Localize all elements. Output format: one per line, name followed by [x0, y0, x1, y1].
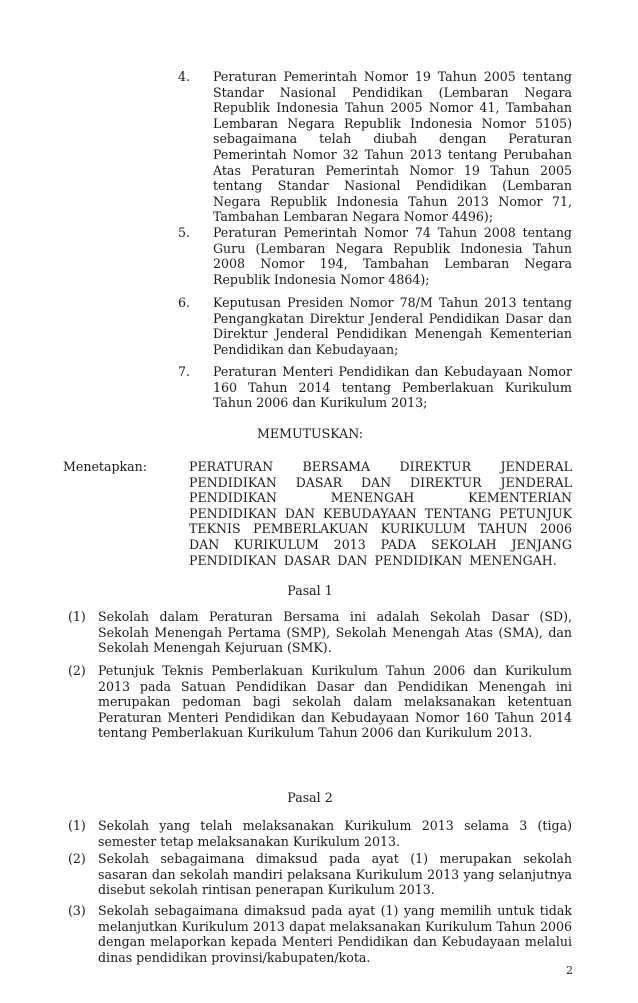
pasal-1-item-number: (2): [68, 663, 86, 678]
pasal-1-item-text: Petunjuk Teknis Pemberlakuan Kurikulum Tahun 2006 dan Kurikulum 2013 pada Satuan Pendidikan Dasar dan Pendidikan Menengah ini merupakan pedoman bagi sekolah dalam melaksanakan ketentuan Peraturan Menteri Pendidikan dan Kebudayaan Nomor 160 Tahun 2014 tentang Pemberlakuan Kurikulum Tahun 2006 dan Kurikulum 2013.: [98, 663, 572, 741]
pasal-2-item-number: (1): [68, 818, 86, 833]
pasal-1-item-text: Sekolah dalam Peraturan Bersama ini adalah Sekolah Dasar (SD), Sekolah Menengah Pertama (SMP), Sekolah Menengah Atas (SMA), dan Sekolah Menengah Kejuruan (SMK).: [98, 609, 572, 656]
pasal-2-item-number: (3): [68, 903, 86, 918]
consideration-number: 4.: [177, 69, 190, 84]
consideration-number: 6.: [177, 295, 190, 310]
pasal-2-title: Pasal 2: [287, 790, 333, 805]
pasal-2-item-number: (2): [68, 851, 86, 866]
pasal-2-item-text: Sekolah sebagaimana dimaksud pada ayat (1) yang memilih untuk tidak melanjutkan Kurikulum 2013 dapat melaksanakan Kurikulum Tahun 2006 dengan melaporkan kepada Menteri Pendidikan dan Kebudayaan melalui dinas pendidikan provinsi/kabupaten/kota.: [98, 903, 572, 965]
consideration-text: Peraturan Menteri Pendidikan dan Kebudayaan Nomor 160 Tahun 2014 tentang Pemberlakuan Kurikulum Tahun 2006 dan Kurikulum 2013;: [213, 364, 572, 411]
pasal-1-title: Pasal 1: [287, 583, 333, 598]
menetapkan-label: Menetapkan:: [63, 459, 148, 474]
pasal-2-item-text: Sekolah sebagaimana dimaksud pada ayat (1) merupakan sekolah sasaran dan sekolah mandiri pelaksana Kurikulum 2013 yang selanjutnya disebut sekolah rintisan penerapan Kurikulum 2013.: [98, 851, 572, 898]
consideration-number: 7.: [177, 364, 190, 379]
consideration-number: 5.: [177, 225, 190, 240]
decision-heading: MEMUTUSKAN:: [256, 426, 364, 441]
pasal-2-item-text: Sekolah yang telah melaksanakan Kurikulum 2013 selama 3 (tiga) semester tetap melaksanakan Kurikulum 2013.: [98, 818, 572, 849]
menetapkan-text: PERATURAN BERSAMA DIREKTUR JENDERAL PENDIDIKAN DASAR DAN DIREKTUR JENDERAL PENDIDIKAN MENENGAH KEMENTERIAN PENDIDIKAN DAN KEBUDAYAAN TENTANG PETUNJUK TEKNIS PEMBERLAKUAN KURIKULUM TAHUN 2006 DAN KURIKULUM 2013 PADA SEKOLAH JENJANG PENDIDIKAN DASAR DAN PENDIDIKAN MENENGAH.: [189, 459, 572, 568]
consideration-text: Peraturan Pemerintah Nomor 74 Tahun 2008 tentang Guru (Lembaran Negara Republik Indonesia Tahun 2008 Nomor 194, Tambahan Lembaran Negara Republik Indonesia Nomor 4864);: [213, 225, 572, 287]
consideration-text: Keputusan Presiden Nomor 78/M Tahun 2013 tentang Pengangkatan Direktur Jenderal Pendidikan Dasar dan Direktur Jenderal Pendidikan Menengah Kementerian Pendidikan dan Kebudayaan;: [213, 295, 572, 357]
pasal-1-item-number: (1): [68, 609, 86, 624]
page-number: 2: [566, 964, 573, 977]
consideration-text: Peraturan Pemerintah Nomor 19 Tahun 2005 tentang Standar Nasional Pendidikan (Lembaran Negara Republik Indonesia Tahun 2005 Nomor 41, Tambahan Lembaran Negara Republik Indonesia Nomor 5105) sebagaimana telah diubah dengan Peraturan Pemerintah Nomor 32 Tahun 2013 tentang Perubahan Atas Peraturan Pemerintah Nomor 19 Tahun 2005 tentang Standar Nasional Pendidikan (Lembaran Negara Republik Indonesia Tahun 2013 Nomor 71, Tambahan Lembaran Negara Nomor 4496);: [213, 69, 572, 225]
